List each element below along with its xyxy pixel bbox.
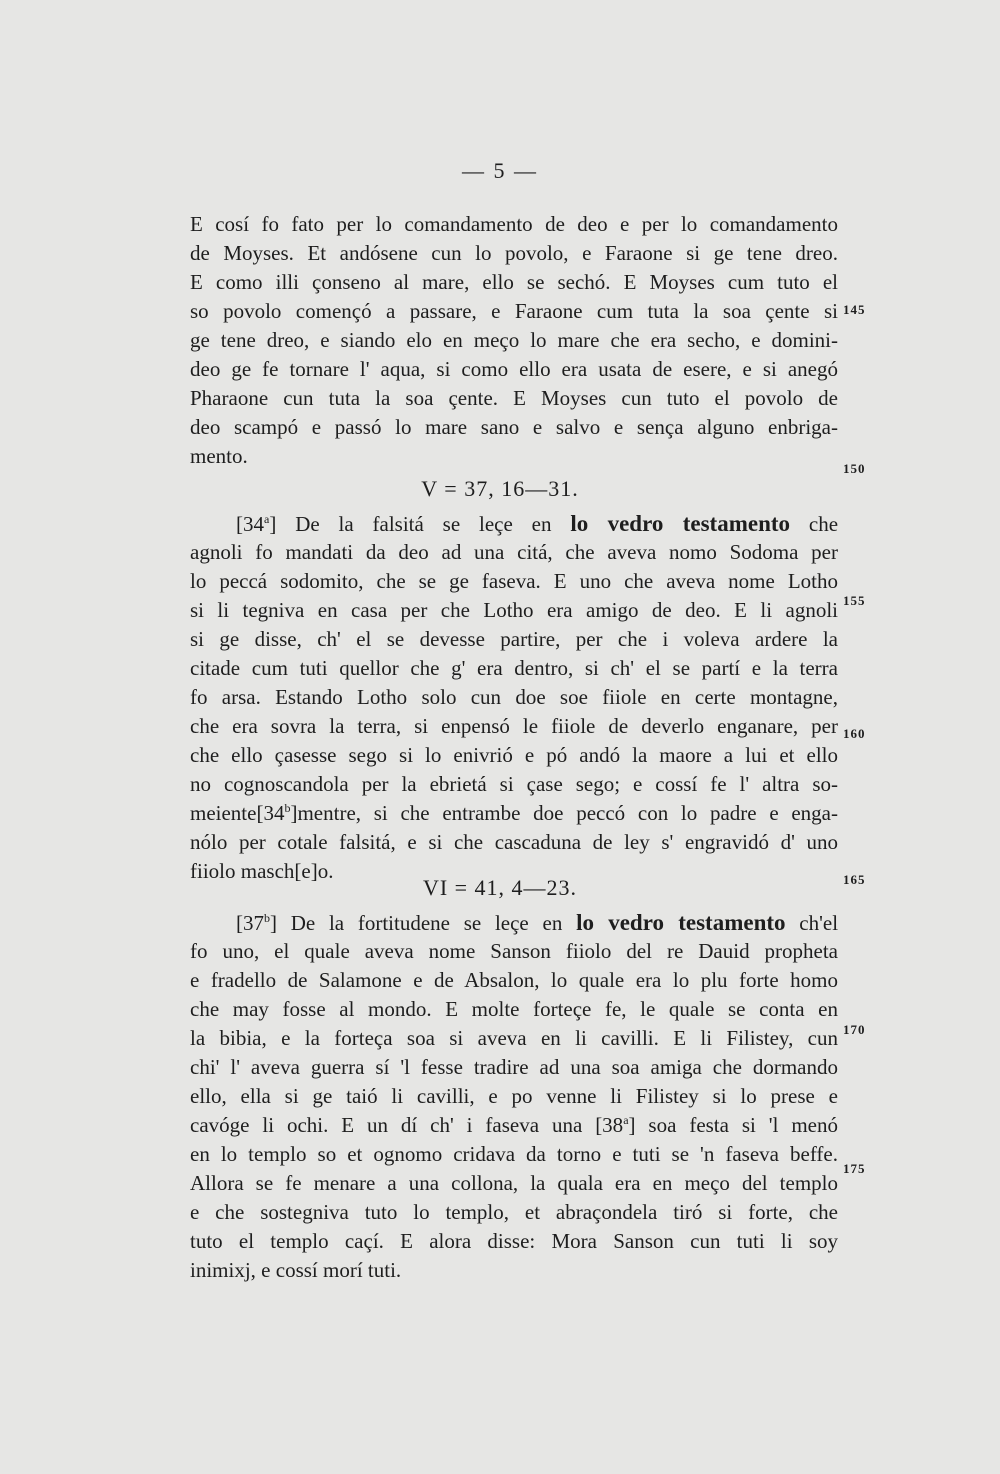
- text-line: deo scampó e passó lo mare sano e salvo e sença alguno enbriga-: [190, 415, 838, 439]
- margin-line-number: 150: [843, 461, 866, 476]
- text-line: E como illi çonseno al mare, ello se sechó. E Moyses cum tuto el: [190, 270, 838, 294]
- text-line: [37$^b$] De la fortitudene se leçe en lo vedro testamento ch'el: [236, 910, 838, 935]
- text-line: so povolo començó a passare, e Faraone cum tuta la soa çente si: [190, 299, 838, 323]
- text-line: si li tegniva en casa per che Lotho era amigo de deo. E li agnoli: [190, 598, 838, 622]
- text-line: deo ge fe tornare l' aqua, si como ello era usata de esere, e si anegó: [190, 357, 838, 381]
- bold-phrase: lo vedro testamento: [570, 511, 791, 536]
- page-number: — 5 —: [462, 158, 538, 183]
- text-line: Pharaone cun tuta la soa çente. E Moyses cun tuto el povolo de: [190, 386, 838, 410]
- text-line: tuto el templo caçí. E alora disse: Mora Sanson cun tuti li soy: [190, 1229, 838, 1253]
- text-line: che era sovra la terra, si enpensó le fiiole de deverlo enganare, per: [190, 714, 838, 738]
- text-line: inimixj, e cossí morí tuti.: [190, 1258, 402, 1282]
- folio-reference: [34$^a$]: [236, 512, 277, 536]
- text-line: E cosí fo fato per lo comandamento de deo e per lo comandamento: [190, 212, 838, 236]
- margin-line-number: 170: [843, 1022, 866, 1037]
- text-line: lo peccá sodomito, che se ge faseva. E uno che aveva nome Lotho: [190, 569, 838, 593]
- margin-line-number: 160: [843, 726, 866, 741]
- section-heading-v: V = 37, 16—31.: [421, 476, 579, 501]
- text-line: che may fosse al mondo. E molte forteçe fe, le quale se conta en: [190, 997, 838, 1021]
- margin-line-number: 165: [843, 872, 866, 887]
- text-line: [34$^a$] De la falsitá se leçe en lo vedro testamento che: [236, 511, 838, 536]
- text-line: si ge disse, ch' el se devesse partire, per che i voleva ardere la: [190, 627, 838, 651]
- text-line: ello, ella si ge taió li cavilli, e po venne li Filistey si lo prese e: [190, 1084, 838, 1108]
- text-line: cavóge li ochi. E un dí ch' i faseva una [38$^a$] soa festa si 'l menó: [190, 1113, 838, 1137]
- text-line: che ello çasesse sego si lo enivrió e pó andó la maore a lui et ello: [190, 743, 838, 767]
- text-line: fo uno, el quale aveva nome Sanson fiiolo del re Dauid propheta: [190, 939, 838, 963]
- margin-line-number: 175: [843, 1161, 866, 1176]
- margin-line-number: 145: [843, 302, 866, 317]
- text-line: e che sostegniva tuto lo templo, et abraçondela tiró si forte, che: [190, 1200, 838, 1224]
- text-line: Allora se fe menare a una collona, la quala era en meço del templo: [190, 1171, 838, 1195]
- text-line: en lo templo so et ognomo cridava da torno e tuti se 'n faseva beffe.: [190, 1142, 838, 1166]
- text-line: mento.: [190, 444, 248, 468]
- text-line: chi' l' aveva guerra sí 'l fesse tradire ad una soa amiga che dormando: [190, 1055, 838, 1079]
- folio-reference: [37$^b$]: [236, 911, 277, 935]
- text-line: ge tene dreo, e siando elo en meço lo mare che era secho, e domini-: [190, 328, 838, 352]
- text-line: nólo per cotale falsitá, e si che cascaduna de ley s' engravidó d' uno: [190, 830, 838, 854]
- text-line: e fradello de Salamone e de Absalon, lo quale era lo plu forte homo: [190, 968, 838, 992]
- text-line: de Moyses. Et andósene cun lo povolo, e Faraone si ge tene dreo.: [190, 241, 838, 265]
- text-line: citade cum tuti quellor che g' era dentro, si ch' el se partí e la terra: [190, 656, 838, 680]
- text-line: fo arsa. Estando Lotho solo cun doe soe fiiole en certe montagne,: [190, 685, 838, 709]
- text-line: meiente[34$^b$]mentre, si che entrambe doe peccó con lo padre e enga-: [190, 801, 838, 825]
- text-line: fiiolo masch[e]o.: [190, 859, 334, 883]
- bold-phrase: lo vedro testamento: [576, 910, 786, 935]
- text-line: no cognoscandola per la ebrietá si çase sego; e cossí fe l' altra so-: [190, 772, 838, 796]
- text-line: la bibia, e la forteça soa si aveva en li cavilli. E li Filistey, cun: [190, 1026, 838, 1050]
- margin-line-number: 155: [843, 593, 866, 608]
- section-heading-vi: VI = 41, 4—23.: [422, 875, 578, 900]
- text-line: agnoli fo mandati da deo ad una citá, che aveva nomo Sodoma per: [190, 540, 838, 564]
